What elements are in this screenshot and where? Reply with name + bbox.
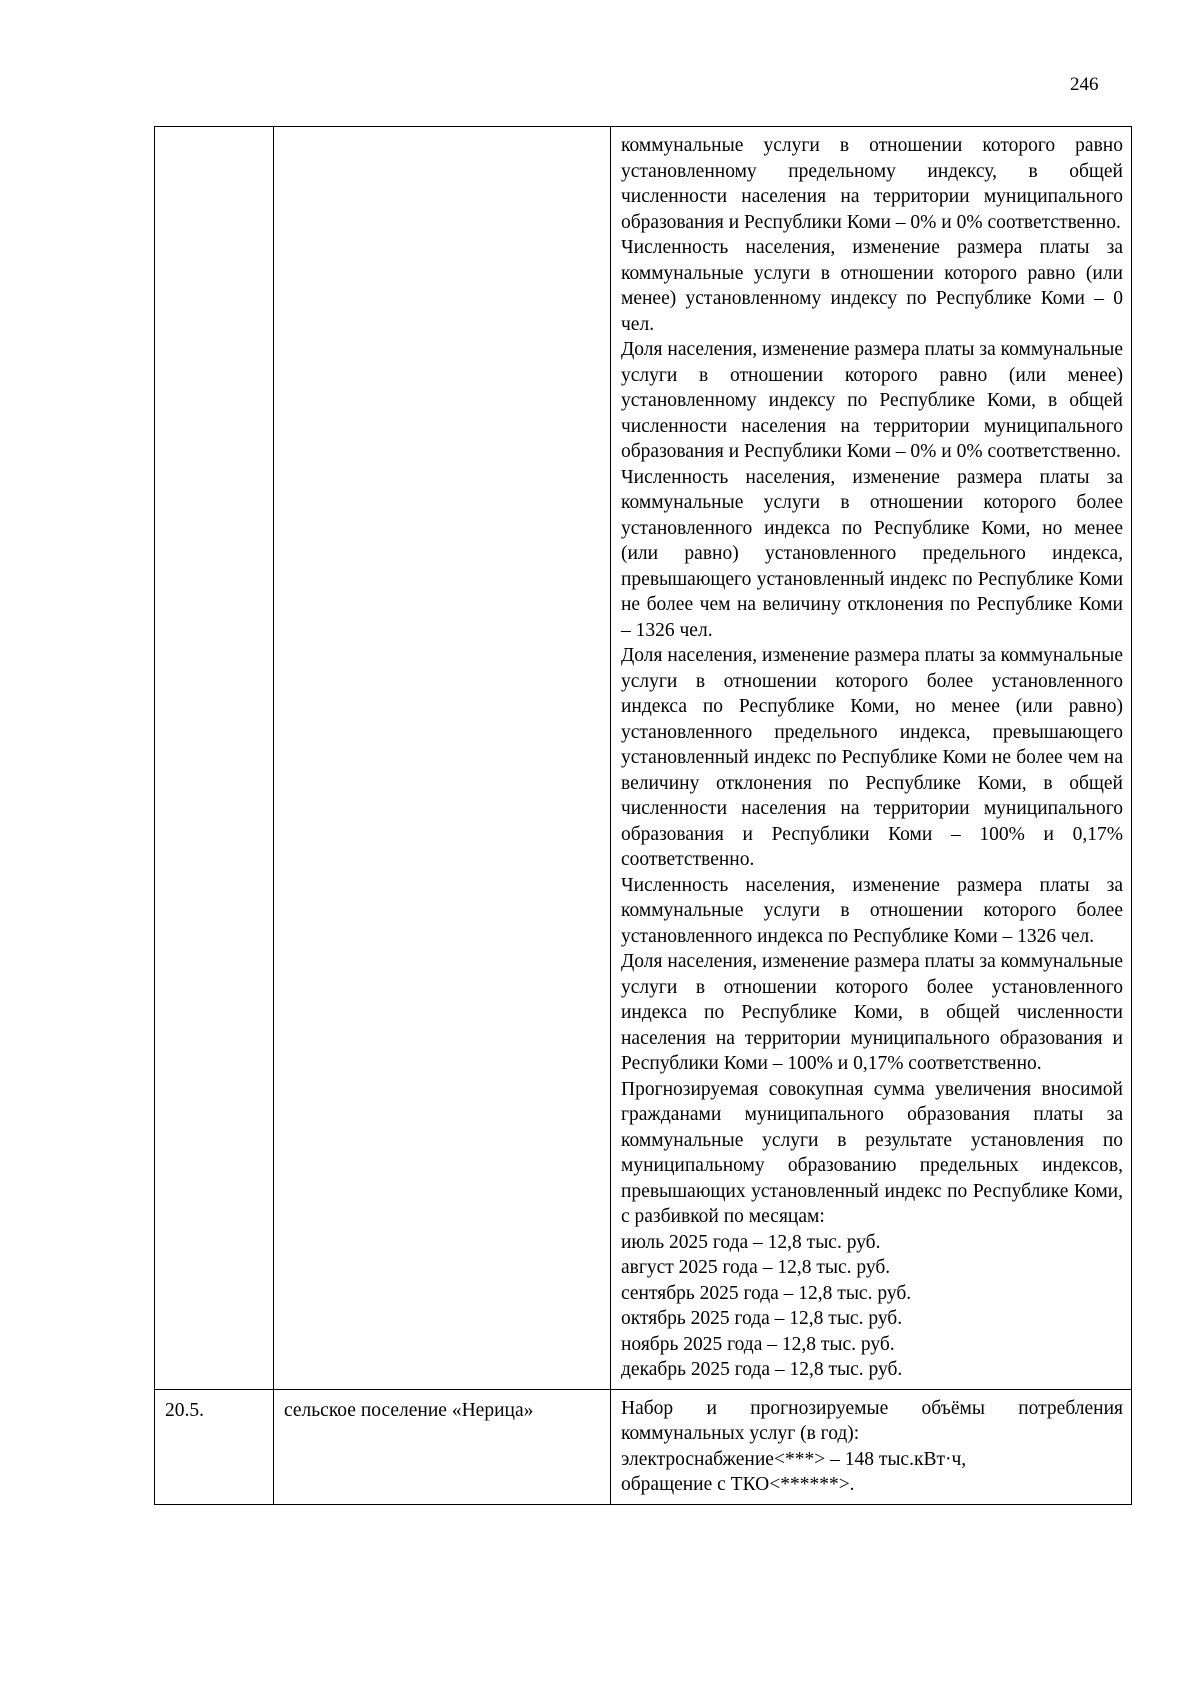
table-row-20-5 [155,1389,1132,1504]
paragraph: Доля населения, изменение размера платы за коммунальные услуги в отношении которого более установленного индекса по Республике Коми, в общей численности населения на территории муниципального образования и Республики Коми – 100% и 0,17% соответственно. [621,951,1123,1074]
page-number: 246 [1070,74,1099,95]
month-line: июль 2025 года – 12,8 тыс. руб. [621,1231,881,1253]
paragraph: Численность населения, изменение размера платы за коммунальные услуги в отношении которого равно (или менее) установленному индексу по Республике Коми – 0 чел. [621,237,1123,335]
paragraph: Доля населения, изменение размера платы за коммунальные услуги в отношении которого более установленного индекса по Республике Коми, но менее (или равно) установленного предельного индекса, превышающего установленный индекс по Республике Коми не более чем на величину отклонения по Республике Коми, в общей численности населения на территории муниципального образования и Республики Коми – 100% и 0,17% соответственно. [621,645,1123,870]
settlement-cell-empty [274,127,611,1390]
month-line: сентябрь 2025 года – 12,8 тыс. руб. [621,1282,912,1304]
row-number-cell: 20.5. [155,1389,274,1504]
month-line: ноябрь 2025 года – 12,8 тыс. руб. [621,1333,895,1355]
service-line: обращение с ТКО<******>. [621,1474,855,1495]
services-intro: Набор и прогнозируемые объёмы потребления коммунальных услуг (в год): [621,1397,1123,1444]
month-line: август 2025 года – 12,8 тыс. руб. [621,1257,891,1278]
service-line: электроснабжение<***> – 148 тыс.кВт·ч, [621,1448,967,1470]
row-number-cell-empty [155,127,274,1390]
paragraph: Численность населения, изменение размера платы за коммунальные услуги в отношении которого более установленного индекса по Республике Коми, но менее (или равно) установленного предельного индекса, превышающего установленный индекс по Республике Коми не более чем на величину отклонения по Республике Коми – 1326 чел. [621,466,1123,641]
document-table [154,126,1132,1505]
paragraph: Доля населения, изменение размера платы за коммунальные услуги в отношении которого равно (или менее) установленному индексу по Республике Коми, в общей численности населения на территории муниципального образования и Республики Коми – 0% и 0% соответственно. [621,339,1123,462]
paragraph: коммунальные услуги в отношении которого равно установленному предельному индексу, в общей численности населения на территории муниципального образования и Республики Коми – 0% и 0% соответственно. [621,135,1123,233]
month-line: декабрь 2025 года – 12,8 тыс. руб. [621,1359,903,1380]
paragraph: Прогнозируемая совокупная сумма увеличения вносимой гражданами муниципального образования платы за коммунальные услуги в результате установления по муниципальному образованию предельных индексов, превышающих установленный индекс по Республике Коми, с разбивкой по месяцам: [621,1078,1123,1227]
paragraph: Численность населения, изменение размера платы за коммунальные услуги в отношении которого более установленного индекса по Республике Коми – 1326 чел. [621,874,1123,947]
services-cell [611,1389,1132,1504]
settlement-name-cell: сельское поселение «Нерица» [274,1389,611,1504]
month-line: октябрь 2025 года – 12,8 тыс. руб. [621,1308,903,1329]
table-row-continued [155,127,1132,1390]
description-cell [611,127,1132,1390]
